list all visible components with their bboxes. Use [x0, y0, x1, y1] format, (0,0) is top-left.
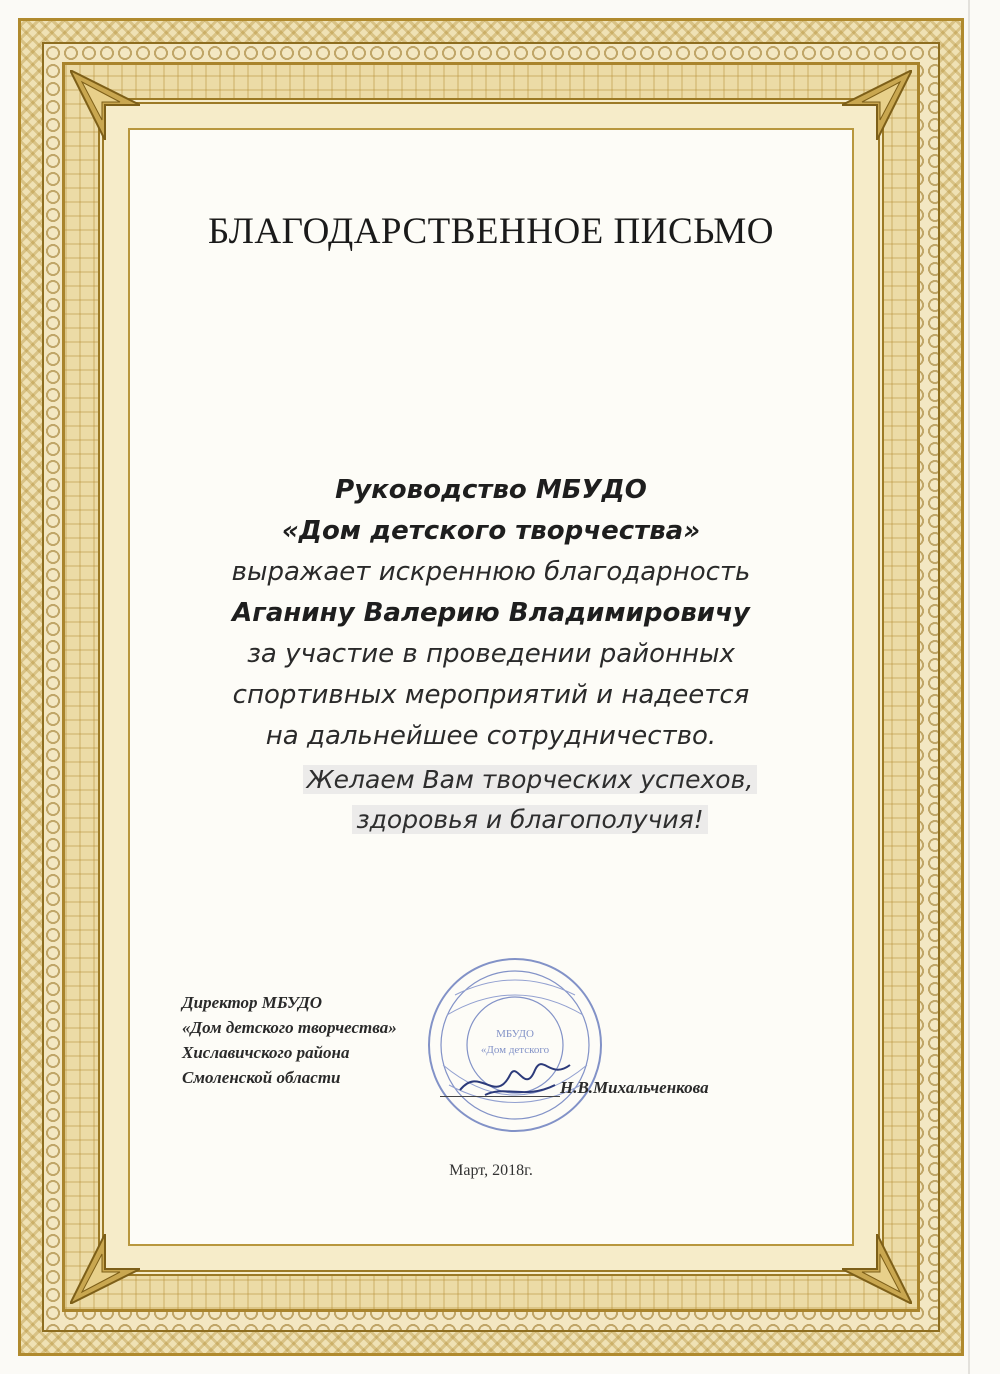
body-line-reason-2: спортивных мероприятий и надеется: [232, 680, 750, 710]
body-line-expresses: выражает искреннюю благодарность: [231, 557, 751, 587]
body-line-reason-1: за участие в проведении районных: [247, 639, 735, 669]
paper-edge: [968, 0, 970, 1374]
signature-title-line-4: Смоленской области: [182, 1068, 341, 1087]
signature-title-line-3: Хиславичского района: [182, 1043, 350, 1062]
director-signature-block: [182, 990, 502, 1090]
signature-title-line-1: Директор МБУДО: [182, 993, 323, 1012]
wish-line-1: Желаем Вам творческих успехов,: [303, 765, 758, 794]
recipient-name: Аганину Валерию Владимировичу: [232, 598, 750, 628]
signature-line: [440, 1096, 560, 1097]
gratitude-text: [128, 470, 854, 757]
issue-date: Март, 2018г.: [449, 1162, 533, 1179]
stamp-center-line-1: МБУДО: [496, 1028, 534, 1040]
body-line-reason-3: на дальнейшее сотрудничество.: [265, 721, 717, 751]
body-line-organization-name: «Дом детского творчества»: [281, 516, 701, 546]
wish-line-2: здоровья и благополучия!: [352, 805, 707, 834]
signer-name: Н.В.Михальченкова: [560, 1078, 709, 1097]
stamp-center-line-2: «Дом детского: [480, 1044, 550, 1056]
signature-title-line-2: «Дом детского творчества»: [182, 1018, 397, 1037]
wishes-text: [270, 760, 790, 840]
body-line-organization: Руководство МБУДО: [335, 475, 647, 505]
certificate-title: БЛАГОДАРСТВЕННОЕ ПИСЬМО: [207, 211, 775, 252]
